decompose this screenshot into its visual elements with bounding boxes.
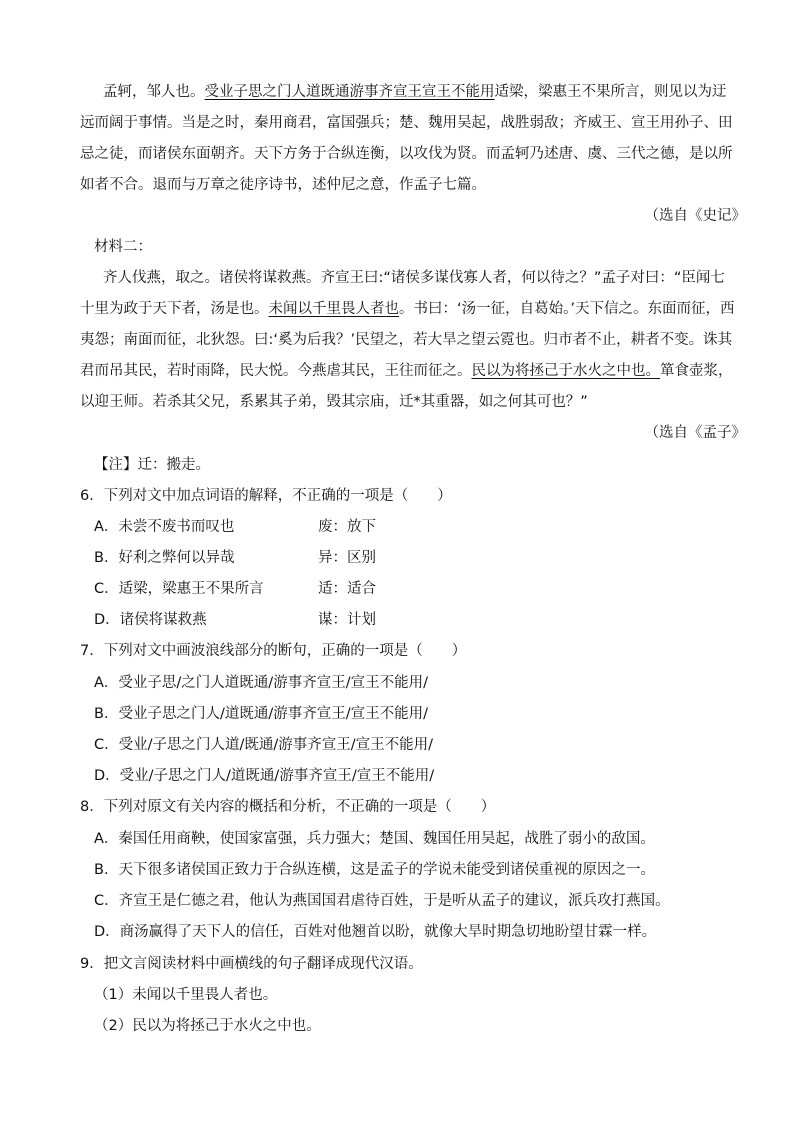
material2-line-5: 以迎王师。若杀其父兄，系累其子弟，毁其宗庙，迁*其重器，如之何其可也？” [80,394,588,410]
material2-source: （选自《孟子》 [644,425,746,441]
question-9-stem: 9．把文言阅读材料中画横线的句子翻译成现代汉语。 [80,956,423,972]
q7-option-b: B．受业子思之门人/道既通/游事齐宣王/宣王不能用/ [94,706,428,722]
material2-line-2 [80,299,734,319]
q9-item-2: （2）民以为将拯己于水火之中也。 [94,1018,321,1034]
q7-option-d: D．受业/子思之门人/道既通/游事齐宣王/宣王不能用/ [94,768,435,784]
passage1-line-1 [103,82,727,102]
q6-option-d-gloss: 谋：计划 [318,612,376,628]
q9-item-1: （1）未闻以千里畏人者也。 [94,987,278,1003]
material2-text: 箪食壶浆， [660,363,733,379]
question-7-stem: 7．下列对文中画波浪线部分的断句，正确的一项是（ ） [80,643,467,659]
q7-option-c: C．受业/子思之门人道/既通/游事齐宣王/宣王不能用/ [94,737,434,753]
material2-line-4 [80,361,733,381]
q7-option-a: A．受业子思/之门人道既通/游事齐宣王/宣王不能用/ [94,675,428,691]
q8-option-a: A．秦国任用商鞅，使国家富强，兵力强大；楚国、魏国任用吴起，战胜了弱小的敌国。 [94,831,655,847]
material2-text: 君而吊其民，若时雨降，民大悦。今燕虐其民，王往而征之。 [80,363,472,379]
q6-option-b-gloss: 异：区别 [318,550,376,566]
material2-label: 材料二： [94,239,152,255]
q6-option-b: B．好利之弊何以异哉 [94,550,235,566]
material2-line-3: 夷怨；南面而征，北狄怨。曰:‘奚为后我？’民望之，若大旱之望云霓也。归市者不止，耕者不变。诛其 [80,332,733,348]
q6-option-a: A．未尝不废书而叹也 [94,519,235,535]
underlined-sentence-2: 民以为将拯己于水火之中也。 [471,363,660,379]
question-6-stem: 6．下列对文中加点词语的解释，不正确的一项是（ ） [80,488,452,504]
q6-option-a-gloss: 废：放下 [318,519,376,535]
q6-option-c-gloss: 适：适合 [318,581,376,597]
q6-option-d: D．诸侯将谋救燕 [94,612,207,628]
material2-text: 。书曰：‘汤一征，自葛始。’天下信之。东面而征，西 [399,301,735,317]
passage1-source: （选自《史记》 [644,208,746,224]
question-8-stem: 8．下列对原文有关内容的概括和分析，不正确的一项是（ ） [80,799,496,815]
material2-line-1: 齐人伐燕，取之。诸侯将谋救燕。齐宣王曰:“诸侯多谋伐寡人者，何以待之？”孟子对曰：“臣闻七 [103,270,725,286]
underlined-sentence-1: 未闻以千里畏人者也 [268,301,399,317]
q8-option-b: B．天下很多诸侯国正致力于合纵连横，这是孟子的学说未能受到诸侯重视的原因之一。 [94,862,655,878]
q8-option-c: C．齐宣王是仁德之君，他认为燕国国君虐待百姓，于是听从孟子的建议，派兵攻打燕国。 [94,893,670,909]
wavy-underlined-sentence: 受业子思之门人道既通游事齐宣王宣王不能用 [204,84,495,100]
material2-text: 十里为政于天下者，汤是也。 [80,301,269,317]
passage1-text: 适梁，梁惠王不果所言，则见以为迂 [494,84,727,100]
passage1-line-3: 忌之徒，而诸侯东面朝齐。天下方务于合纵连衡，以攻伐为贤。而孟轲乃述唐、虞、三代之德，是以所 [80,146,733,162]
q6-option-c: C．适梁，梁惠王不果所言 [94,581,264,597]
q8-option-d: D．商汤赢得了天下人的信任，百姓对他翘首以盼，就像大旱时期急切地盼望甘霖一样。 [94,924,657,940]
passage1-line-4: 如者不合。退而与万章之徒序诗书，述仲尼之意，作孟子七篇。 [80,177,486,193]
passage1-line-2: 远而阔于事情。当是之时，秦用商君，富国强兵；楚、魏用吴起，战胜弱敌；齐威王、宣王用孙子、田 [80,115,733,131]
passage1-text: 孟轲，邹人也。 [103,84,205,100]
note: 【注】迁：搬走。 [94,457,210,473]
